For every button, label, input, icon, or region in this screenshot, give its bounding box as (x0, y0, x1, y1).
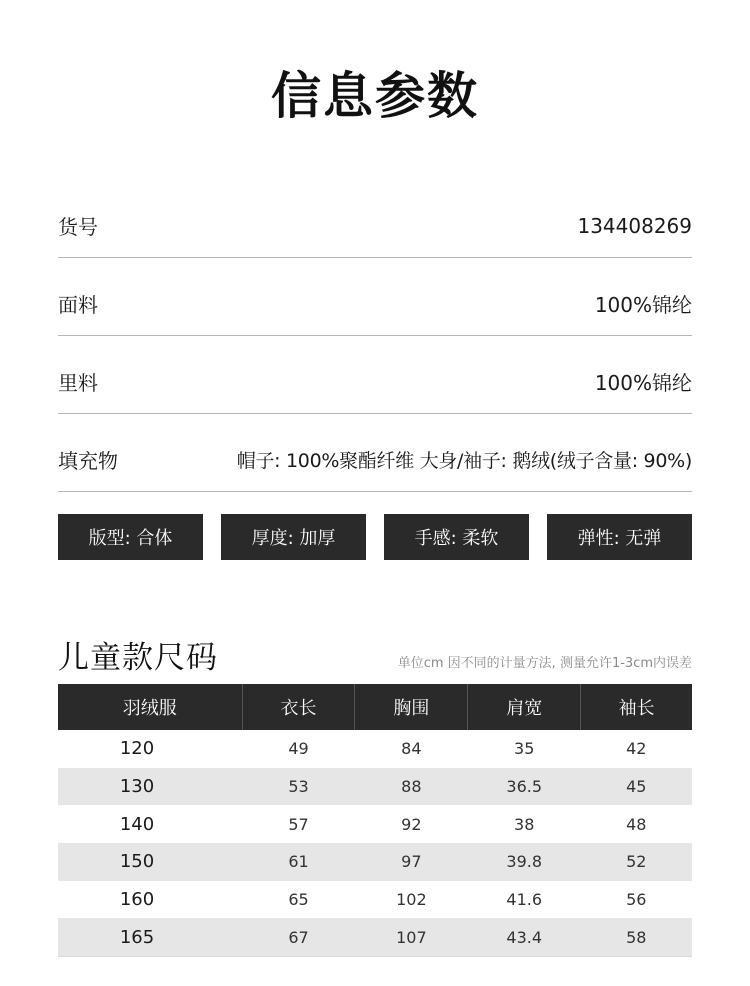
table-cell: 41.6 (506, 890, 543, 910)
table-cell: 120 (119, 738, 155, 760)
table-row (58, 881, 692, 919)
table-cell: 102 (396, 890, 427, 910)
table-cell: 97 (355, 843, 468, 881)
table-cell: 56 (626, 890, 647, 910)
table-cell: 52 (581, 843, 692, 881)
column-header-shoulder: 肩宽 (468, 684, 581, 730)
param-value: 帽子: 100%聚酯纤维 大身/袖子: 鹅绒(绒子含量: 90%) (236, 450, 692, 472)
table-cell: 140 (119, 813, 155, 835)
param-value: 100%锦纶 (594, 293, 692, 317)
table-cell: 107 (355, 918, 468, 956)
size-section-title: 儿童款尺码 (58, 640, 218, 676)
tag-fit: 版型: 合体 (58, 514, 203, 560)
table-cell: 165 (58, 918, 242, 956)
table-row (58, 843, 692, 881)
size-table (58, 684, 692, 957)
table-cell: 48 (626, 814, 647, 834)
table-cell: 160 (119, 889, 155, 911)
param-row-fabric (58, 258, 692, 336)
table-cell: 36.5 (468, 768, 581, 806)
table-cell: 92 (401, 814, 422, 834)
table-cell: 67 (242, 918, 355, 956)
table-cell: 43.4 (468, 918, 581, 956)
size-section-header (58, 632, 692, 677)
param-row-item-no (58, 180, 692, 258)
table-cell: 57 (288, 814, 309, 834)
table-cell: 53 (242, 768, 355, 806)
param-label: 面料 (58, 293, 98, 317)
table-cell: 35 (514, 739, 535, 759)
table-cell: 49 (288, 739, 309, 759)
table-cell: 88 (355, 768, 468, 806)
table-row (58, 805, 692, 843)
column-header-size: 羽绒服 (58, 684, 242, 730)
column-header-sleeve: 袖长 (581, 684, 692, 730)
param-list (58, 180, 692, 492)
table-cell: 130 (58, 768, 242, 806)
table-row (58, 918, 692, 956)
table-row (58, 768, 692, 806)
size-table-header-row (58, 684, 692, 730)
table-cell: 65 (288, 890, 309, 910)
table-cell: 84 (401, 739, 422, 759)
param-label: 货号 (58, 215, 98, 239)
table-cell: 39.8 (468, 843, 581, 881)
tag-thickness: 厚度: 加厚 (221, 514, 366, 560)
table-cell: 38 (514, 814, 535, 834)
param-row-filling (58, 414, 692, 492)
table-cell: 58 (581, 918, 692, 956)
page-title: 信息参数 (271, 67, 479, 125)
param-row-lining (58, 336, 692, 414)
table-cell: 45 (581, 768, 692, 806)
param-value: 100%锦纶 (594, 371, 692, 395)
table-cell: 42 (626, 739, 647, 759)
param-value: 134408269 (577, 213, 692, 238)
attribute-tags (58, 514, 692, 560)
column-header-chest: 胸围 (355, 684, 468, 730)
tag-feel: 手感: 柔软 (384, 514, 529, 560)
table-cell: 61 (242, 843, 355, 881)
table-row (58, 730, 692, 768)
column-header-length: 衣长 (242, 684, 355, 730)
tag-elasticity: 弹性: 无弹 (547, 514, 692, 560)
table-cell: 150 (58, 843, 242, 881)
param-label: 填充物 (58, 449, 118, 473)
param-label: 里料 (58, 371, 98, 395)
size-section-note: 单位cm 因不同的计量方法, 测量允许1-3cm内误差 (397, 656, 692, 671)
